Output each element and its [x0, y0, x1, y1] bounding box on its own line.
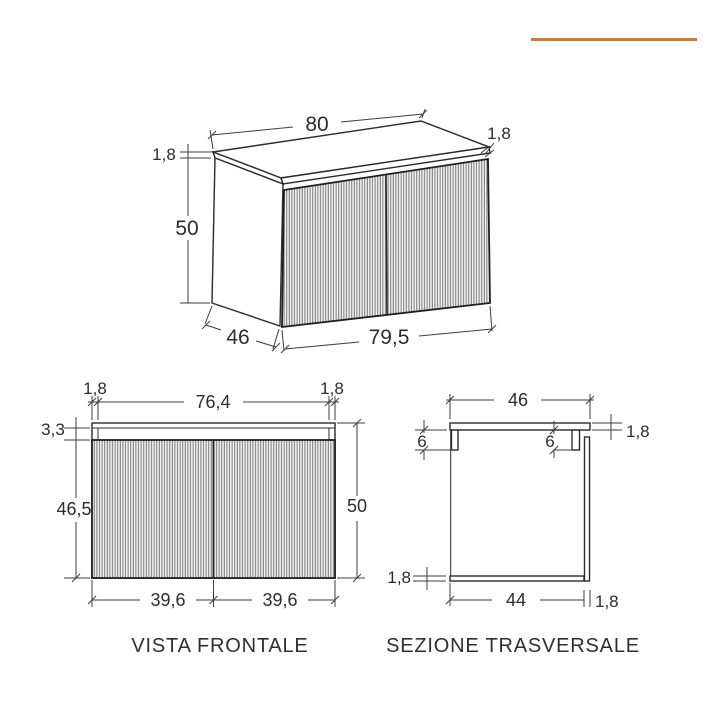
section-door-panel — [585, 437, 590, 581]
section-bottomthickness-dim — [413, 567, 446, 590]
perspective-view — [152, 109, 511, 353]
dim-front-width: 79,5 — [368, 326, 410, 349]
door-divider-3d — [386, 175, 387, 315]
dim-depth: 46 — [226, 326, 250, 349]
dim-door-height: 46,5 — [56, 499, 92, 519]
section-view — [386, 390, 650, 657]
accent-line — [531, 38, 697, 41]
dim-door-width-right: 39,6 — [262, 590, 298, 610]
dim-section-top-thickness: 1,8 — [626, 422, 650, 441]
dim-section-bottom-thickness: 1,8 — [387, 568, 411, 587]
front-view-label: VISTA FRONTALE — [131, 635, 309, 657]
front-view — [41, 379, 367, 657]
section-bracket-left — [452, 430, 459, 450]
dim-height: 50 — [175, 217, 199, 240]
dim-door-thickness: 1,8 — [595, 592, 619, 611]
dim-inner-width: 76,4 — [195, 392, 231, 412]
dim-top-thickness: 1,8 — [152, 145, 176, 164]
cabinet-side-panel — [212, 158, 283, 326]
dim-top-width: 80 — [305, 113, 329, 136]
section-bracket-right — [572, 430, 580, 450]
dim-inner-depth: 44 — [505, 590, 527, 610]
dim-bracket-right: 6 — [545, 432, 555, 451]
dim-section-depth: 46 — [507, 390, 529, 410]
dim-bracket-left: 6 — [417, 432, 427, 451]
dim-door-width-left: 39,6 — [150, 590, 186, 610]
section-bottom-panel — [450, 576, 584, 581]
section-top-panel — [450, 423, 590, 430]
section-view-label: SEZIONE TRASVERSALE — [386, 635, 640, 657]
dim-total-height: 50 — [346, 496, 368, 516]
section-topthickness-dim — [592, 414, 622, 440]
dim-side-thickness-left: 1,8 — [83, 379, 107, 398]
dim-side-thickness-right: 1,8 — [320, 379, 344, 398]
dim-top-overhang: 1,8 — [487, 124, 511, 143]
front-bottom-dims — [88, 580, 339, 607]
dim-top-band-height: 3,3 — [41, 420, 65, 439]
